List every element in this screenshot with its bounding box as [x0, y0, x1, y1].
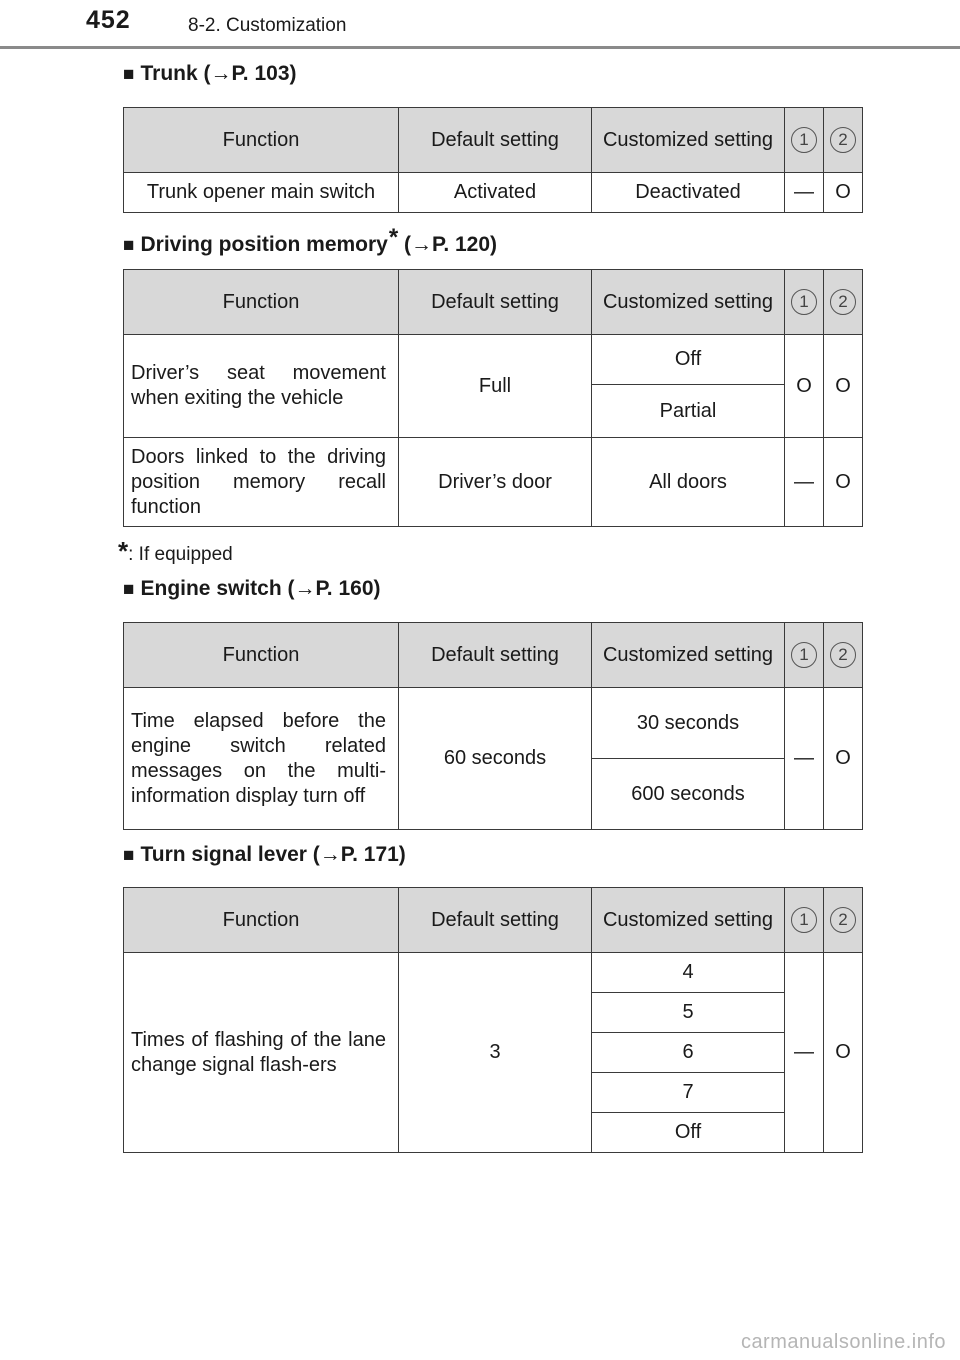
header-rule — [0, 46, 960, 49]
circled-2-icon: 2 — [830, 907, 856, 933]
square-bullet-icon: ■ — [123, 845, 135, 866]
col-header-customized: Customized setting — [592, 888, 785, 953]
table-row — [124, 173, 863, 213]
col-header-customized: Customized setting — [592, 108, 785, 173]
table-trunk — [123, 107, 863, 213]
cell-function: Doors linked to the driving position memory recall function — [124, 438, 399, 527]
cell-default: Full — [399, 335, 592, 438]
cell-customized: 5 — [592, 993, 785, 1033]
col-header-customized: Customized setting — [592, 270, 785, 335]
col-header-default: Default setting — [399, 888, 592, 953]
cell-c2: O — [824, 173, 863, 213]
col-header-1 — [785, 270, 824, 335]
col-header-default: Default setting — [399, 270, 592, 335]
footnote-marker: * — [388, 224, 399, 251]
cell-customized: Off — [592, 1113, 785, 1153]
col-header-2 — [824, 623, 863, 688]
square-bullet-icon: ■ — [123, 579, 135, 600]
table-row — [124, 688, 863, 759]
footnote: *: If equipped — [118, 536, 233, 566]
circled-2-icon: 2 — [830, 289, 856, 315]
cell-default: Driver’s door — [399, 438, 592, 527]
table-row — [124, 335, 863, 385]
table-row — [124, 953, 863, 993]
watermark: carmanualsonline.info — [740, 1331, 946, 1353]
cell-customized: 4 — [592, 953, 785, 993]
table-row — [124, 438, 863, 527]
cell-c2: O — [824, 688, 863, 830]
cell-default: 60 seconds — [399, 688, 592, 830]
cell-c2: O — [824, 953, 863, 1153]
col-header-1 — [785, 888, 824, 953]
table-turn-signal-lever — [123, 887, 863, 1153]
circled-1-icon: 1 — [791, 289, 817, 315]
col-header-function: Function — [124, 108, 399, 173]
section-heading-turn-signal-lever: ■ Turn signal lever (→P. 171) — [123, 843, 406, 866]
cell-c2: O — [824, 438, 863, 527]
cell-customized: 30 seconds — [592, 688, 785, 759]
col-header-2 — [824, 270, 863, 335]
cell-customized: 6 — [592, 1033, 785, 1073]
cell-customized: 600 seconds — [592, 759, 785, 830]
circled-2-icon: 2 — [830, 127, 856, 153]
cell-customized: Off — [592, 335, 785, 385]
cell-c1: — — [785, 438, 824, 527]
section-heading-trunk: ■ Trunk (→P. 103) — [123, 62, 297, 85]
page-number: 452 — [86, 6, 131, 34]
cell-c1: O — [785, 335, 824, 438]
table-driving-position-memory — [123, 269, 863, 527]
col-header-customized: Customized setting — [592, 623, 785, 688]
circled-1-icon: 1 — [791, 127, 817, 153]
section-heading-engine-switch: ■ Engine switch (→P. 160) — [123, 577, 381, 600]
circled-1-icon: 1 — [791, 642, 817, 668]
cell-function: Time elapsed before the engine switch related messages on the multi-information display turn off — [124, 688, 399, 830]
cell-default: 3 — [399, 953, 592, 1153]
chapter-title: 8-2. Customization — [188, 15, 347, 36]
col-header-1 — [785, 108, 824, 173]
footnote-marker: * — [118, 536, 129, 566]
circled-2-icon: 2 — [830, 642, 856, 668]
cell-c2: O — [824, 335, 863, 438]
square-bullet-icon: ■ — [123, 64, 135, 85]
cell-customized: Partial — [592, 385, 785, 438]
col-header-function: Function — [124, 888, 399, 953]
cell-c1: — — [785, 953, 824, 1153]
section-heading-driving-position-memory: ■ Driving position memory* (→P. 120) — [123, 224, 498, 256]
cell-function: Driver’s seat movement when exiting the vehicle — [124, 335, 399, 438]
cell-default: Activated — [399, 173, 592, 213]
col-header-function: Function — [124, 270, 399, 335]
cell-c1: — — [785, 173, 824, 213]
cell-function: Times of flashing of the lane change signal flash-ers — [124, 953, 399, 1153]
cell-customized: All doors — [592, 438, 785, 527]
cell-customized: 7 — [592, 1073, 785, 1113]
col-header-2 — [824, 108, 863, 173]
cell-c1: — — [785, 688, 824, 830]
circled-1-icon: 1 — [791, 907, 817, 933]
cell-customized: Deactivated — [592, 173, 785, 213]
cell-function: Trunk opener main switch — [124, 173, 399, 213]
table-engine-switch — [123, 622, 863, 830]
col-header-2 — [824, 888, 863, 953]
col-header-1 — [785, 623, 824, 688]
col-header-function: Function — [124, 623, 399, 688]
col-header-default: Default setting — [399, 108, 592, 173]
square-bullet-icon: ■ — [123, 235, 135, 256]
col-header-default: Default setting — [399, 623, 592, 688]
